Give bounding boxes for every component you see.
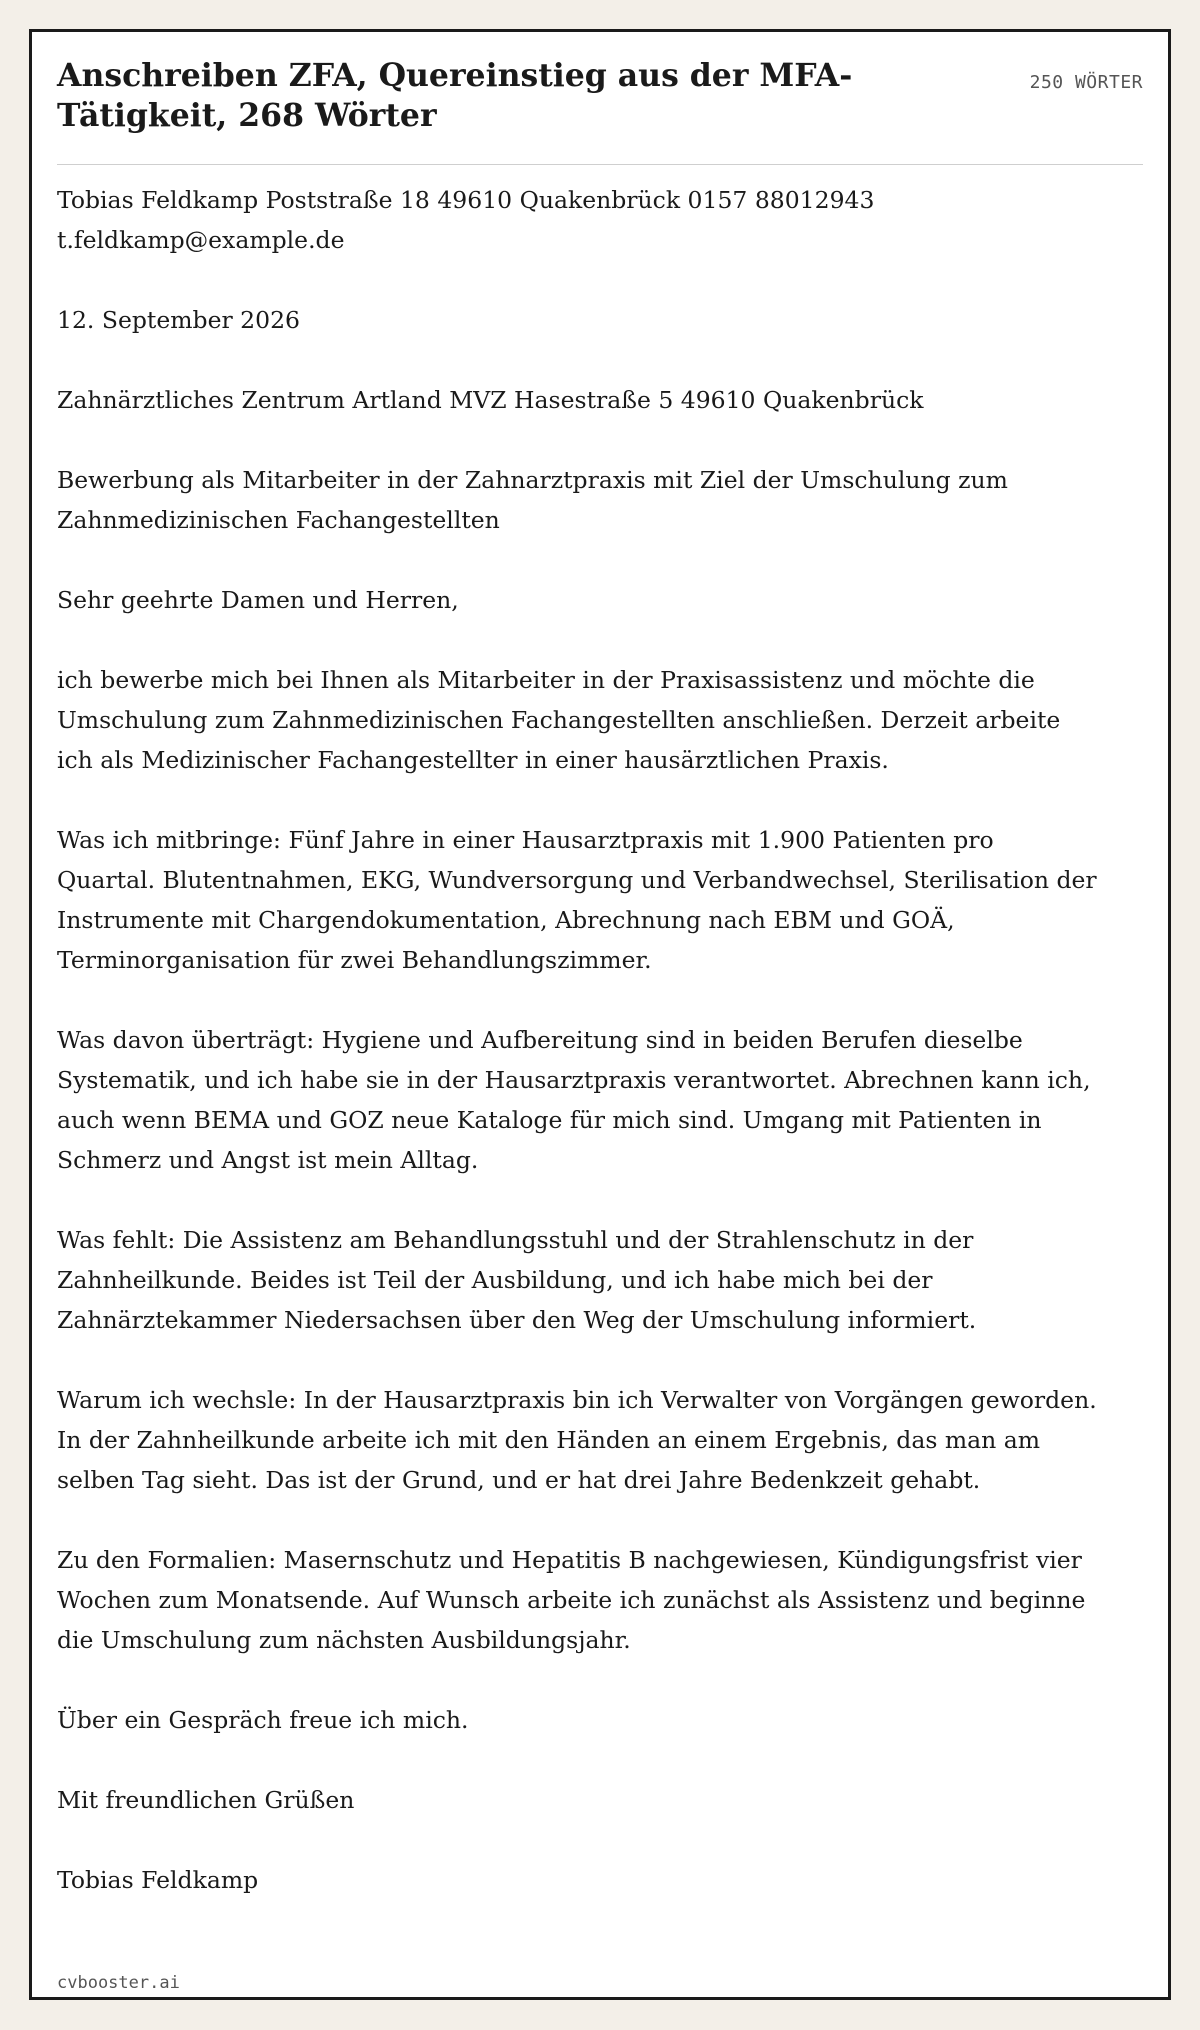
paragraph-formalities: Zu den Formalien: Masernschutz und Hepatitis B nachgewiesen, Kündigungsfrist vier Wochen zum Monatsende. Auf Wunsch arbeite ich zunächst als Assistenz und beginne die Umschulung zum nächsten Ausbildungsjahr. [57, 1546, 1086, 1654]
word-count-badge: 250 WÖRTER [1029, 72, 1143, 93]
letter-header [57, 56, 1143, 165]
paragraph-transferable-skills: Was davon überträgt: Hygiene und Aufbereitung sind in beiden Berufen dieselbe Systematik, und ich habe sie in der Hausarztpraxis verantwortet. Abrechnen kann ich, auch wenn BEMA und GOZ neue Kataloge für mich sind. Umgang mit Patienten in Schmerz und Angst ist mein Alltag. [57, 1026, 1091, 1174]
letter-card [29, 29, 1171, 2000]
footer-brand: cvbooster.ai [57, 1973, 180, 1993]
letter-date: 12. September 2026 [57, 306, 300, 334]
paragraph-gaps: Was fehlt: Die Assistenz am Behandlungsstuhl und der Strahlenschutz in der Zahnheilkunde. Beides ist Teil der Ausbildung, und ich habe mich bei der Zahnärztekammer Niedersachsen über den Weg der Umschulung informiert. [57, 1226, 977, 1334]
paragraph-motivation: Warum ich wechsle: In der Hausarztpraxis bin ich Verwalter von Vorgängen geworden. In der Zahnheilkunde arbeite ich mit den Händen an einem Ergebnis, das man am selben Tag sieht. Das ist der Grund, und er hat drei Jahre Bedenkzeit gehabt. [57, 1386, 1097, 1494]
letter-body [57, 180, 1097, 1900]
paragraph-qualifications: Was ich mitbringe: Fünf Jahre in einer Hausarztpraxis mit 1.900 Patienten pro Quartal. Blutentnahmen, EKG, Wundversorgung und Verbandwechsel, Sterilisation der Instrumente mit Chargendokumentation, Abrechnung nach EBM und GOÄ, Terminorganisation für zwei Behandlungszimmer. [57, 826, 1097, 974]
recipient-block: Zahnärztliches Zentrum Artland MVZ Hasestraße 5 49610 Quakenbrück [57, 386, 924, 414]
sender-block: Tobias Feldkamp Poststraße 18 49610 Quakenbrück 0157 88012943 t.feldkamp@example.de [57, 186, 875, 254]
closing: Mit freundlichen Grüßen [57, 1786, 355, 1814]
paragraph-intro: ich bewerbe mich bei Ihnen als Mitarbeiter in der Praxisassistenz und möchte die Umschulung zum Zahnmedizinischen Fachangestellten anschließen. Derzeit arbeite ich als Medizinischer Fachangestellter in einer hausärztlichen Praxis. [57, 666, 1061, 774]
signature: Tobias Feldkamp [57, 1866, 259, 1894]
page-title: Anschreiben ZFA, Quereinstieg aus der MFA-Tätigkeit, 268 Wörter [57, 57, 853, 134]
paragraph-interview: Über ein Gespräch freue ich mich. [57, 1706, 469, 1734]
letter-subject: Bewerbung als Mitarbeiter in der Zahnarztpraxis mit Ziel der Umschulung zum Zahnmedizinischen Fachangestellten [57, 466, 1008, 534]
salutation: Sehr geehrte Damen und Herren, [57, 586, 459, 614]
